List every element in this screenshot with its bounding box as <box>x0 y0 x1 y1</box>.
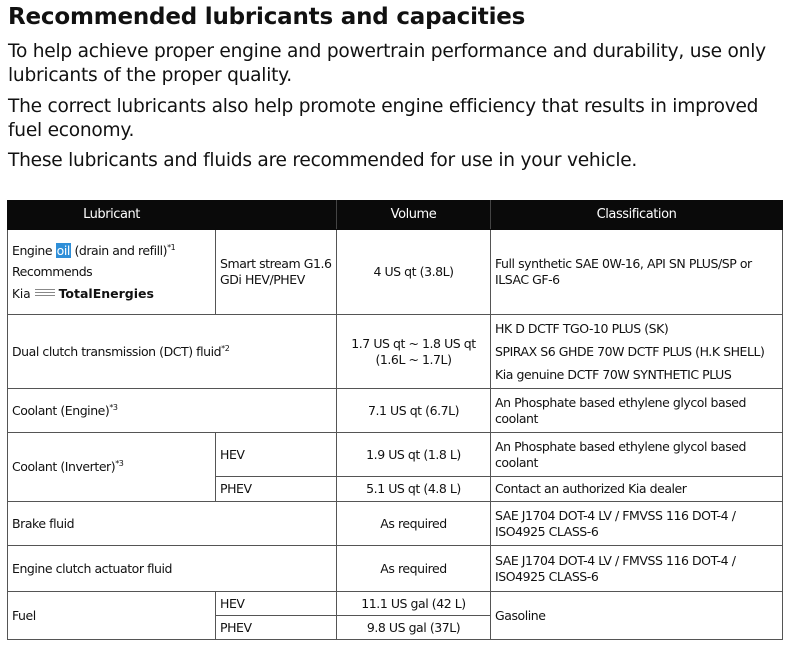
coolant-inverter-hev-label: HEV <box>216 433 337 477</box>
table-row-clutch-actuator <box>8 546 783 592</box>
engine-oil-classification: Full synthetic SAE 0W-16, API SN PLUS/SP or ILSAC GF-6 <box>491 230 783 315</box>
header-blank <box>216 201 337 230</box>
fuel-phev-volume: 9.8 US gal (37L) <box>337 616 491 640</box>
stripes-icon <box>35 289 55 298</box>
brake-fluid-classification: SAE J1704 DOT-4 LV / FMVSS 116 DOT-4 / ISO4925 CLASS-6 <box>491 502 783 546</box>
fuel-hev-label: HEV <box>216 592 337 616</box>
footnote-marker: *1 <box>167 242 176 252</box>
dct-classification <box>491 315 783 389</box>
header-classification: Classification <box>491 201 783 230</box>
header-lubricant: Lubricant <box>8 201 216 230</box>
footnote-marker: *2 <box>221 343 230 353</box>
fuel-classification: Gasoline <box>491 592 783 640</box>
coolant-engine-classification: An Phosphate based ethylene glycol based coolant <box>491 389 783 433</box>
coolant-engine-label: Coolant (Engine) <box>12 402 110 418</box>
engine-oil-label: Engine oil (drain and refill)$^{*1}$ <box>12 242 176 258</box>
coolant-inverter-phev-classification: Contact an authorized Kia dealer <box>491 477 783 502</box>
dct-label: Dual clutch transmission (DCT) fluid <box>12 343 222 359</box>
coolant-engine-label-cell <box>8 389 337 433</box>
brand-logo <box>12 286 211 302</box>
lubricants-table <box>7 200 783 640</box>
table-row-dct <box>8 315 783 389</box>
engine-oil-label-cell <box>8 230 216 315</box>
intro-paragraph: To help achieve proper engine and powertrain performance and durability, use only lubricants of the proper quality. <box>8 41 766 86</box>
engine-oil-volume: 4 US qt (3.8L) <box>337 230 491 315</box>
dct-volume: 1.7 US qt ~ 1.8 US qt (1.6L ~ 1.7L) <box>337 315 491 389</box>
coolant-inverter-hev-volume: 1.9 US qt (1.8 L) <box>337 433 491 477</box>
table-row-fuel-hev <box>8 592 783 616</box>
fuel-hev-volume: 11.1 US gal (42 L) <box>337 592 491 616</box>
dct-label-cell <box>8 315 337 389</box>
recommendation-paragraph: These lubricants and fluids are recommended for use in your vehicle. <box>8 150 638 171</box>
recommends-label: Recommends <box>12 263 93 279</box>
table-row-coolant-engine <box>8 389 783 433</box>
page-title: Recommended lubricants and capacities <box>8 4 526 30</box>
coolant-inverter-phev-label: PHEV <box>216 477 337 502</box>
totalenergies-logo-text: TotalEnergies <box>58 285 154 301</box>
efficiency-paragraph: The correct lubricants also help promote engine efficiency that results in improved fuel economy. <box>8 96 759 141</box>
clutch-actuator-volume: As required <box>337 546 491 592</box>
coolant-engine-volume: 7.1 US qt (6.7L) <box>337 389 491 433</box>
brake-fluid-label: Brake fluid <box>8 502 337 546</box>
table-header-row <box>8 201 783 230</box>
fuel-label: Fuel <box>8 592 216 640</box>
table-row-brake-fluid <box>8 502 783 546</box>
kia-logo-text: Kia <box>12 286 31 301</box>
dct-classification-item: HK D DCTF TGO-10 PLUS (SK) <box>495 321 669 336</box>
header-volume: Volume <box>337 201 491 230</box>
coolant-inverter-label-cell <box>8 433 216 502</box>
dct-classification-item: Kia genuine DCTF 70W SYNTHETIC PLUS <box>495 367 732 382</box>
dct-classification-item: SPIRAX S6 GHDE 70W DCTF PLUS (H.K SHELL) <box>495 344 765 359</box>
footnote-marker: *3 <box>115 458 124 468</box>
footnote-marker: *3 <box>109 402 118 412</box>
fuel-phev-label: PHEV <box>216 616 337 640</box>
coolant-inverter-phev-volume: 5.1 US qt (4.8 L) <box>337 477 491 502</box>
coolant-inverter-label: Coolant (Inverter) <box>12 459 116 474</box>
table-row-engine-oil <box>8 230 783 315</box>
brake-fluid-volume: As required <box>337 502 491 546</box>
clutch-actuator-label: Engine clutch actuator fluid <box>8 546 337 592</box>
coolant-inverter-hev-classification: An Phosphate based ethylene glycol based coolant <box>491 433 783 477</box>
engine-oil-engine: Smart stream G1.6 GDi HEV/PHEV <box>216 230 337 315</box>
clutch-actuator-classification: SAE J1704 DOT-4 LV / FMVSS 116 DOT-4 / ISO4925 CLASS-6 <box>491 546 783 592</box>
table-row-coolant-inverter-hev <box>8 433 783 477</box>
highlighted-text: oil <box>56 242 70 258</box>
